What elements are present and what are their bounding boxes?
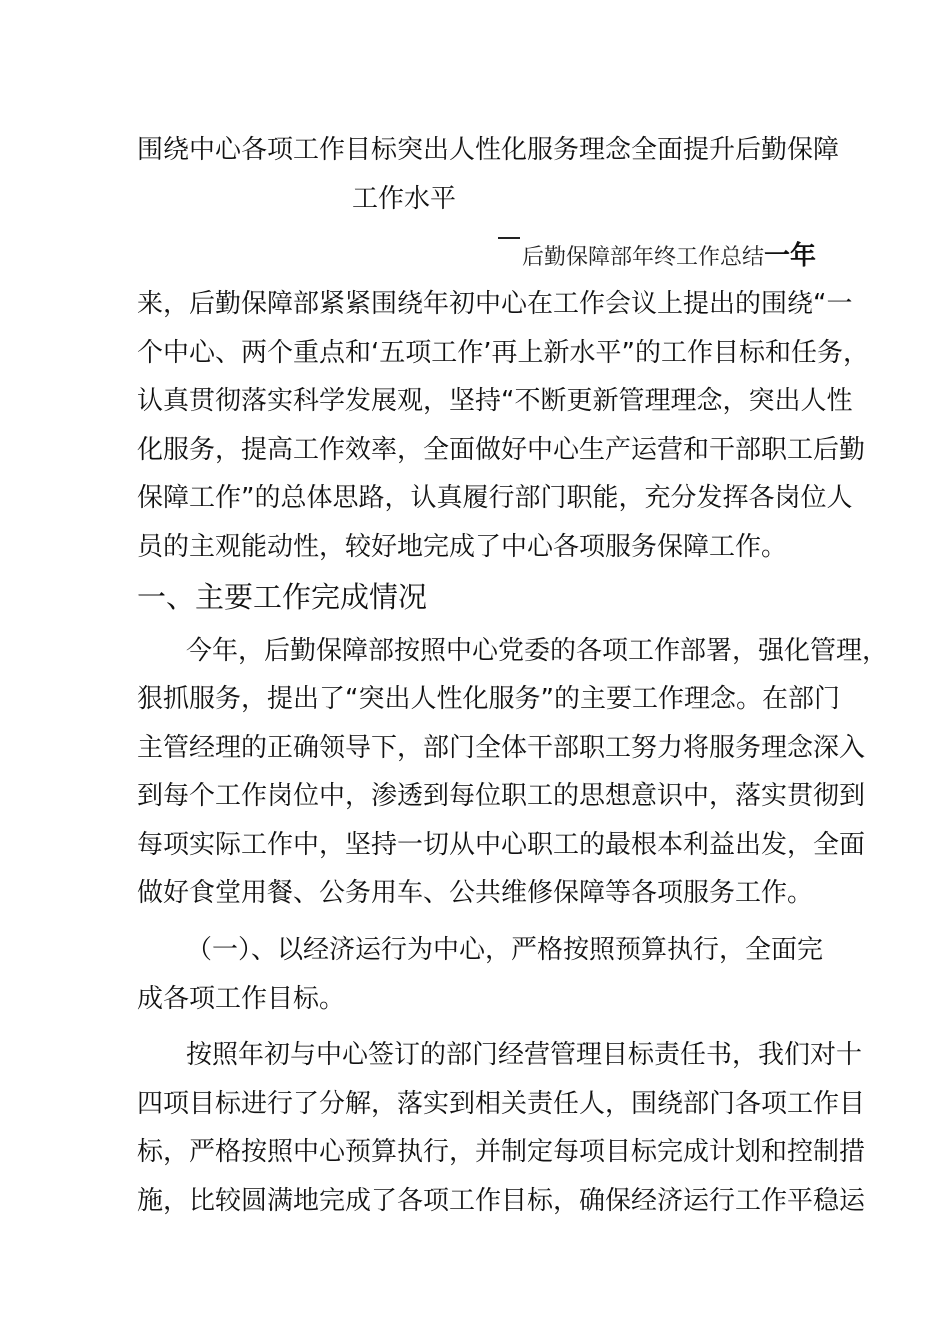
intro-line: 保障工作”的总体思路，认真履行部门职能，充分发挥各岗位人: [137, 483, 853, 513]
section1-line: 每项实际工作中，坚持一切从中心职工的最根本利益出发，全面: [137, 830, 866, 860]
subtitle-line: [522, 241, 816, 273]
section1-line: 做好食堂用餐、公务用车、公共维修保障等各项服务工作。: [137, 878, 814, 908]
subsection1-line: 四项目标进行了分解，落实到相关责任人，围绕部门各项工作目: [137, 1089, 866, 1119]
title-line-2: 工作水平: [352, 184, 457, 214]
intro-line: 认真贯彻落实科学发展观，坚持“不断更新管理理念，突出人性: [137, 386, 853, 416]
intro-line: 员的主观能动性，较好地完成了中心各项服务保障工作。: [137, 532, 788, 562]
subsection1-heading-line: （一）、以经济运行为中心，严格按照预算执行，全面完: [186, 935, 824, 965]
subsection1-heading-line: 成各项工作目标。: [137, 984, 346, 1014]
intro-line: 个中心、两个重点和‘五项工作’再上新水平”的工作目标和任务，: [137, 338, 869, 368]
subsection1-line: 施，比较圆满地完成了各项工作目标，确保经济运行工作平稳运: [137, 1186, 866, 1216]
subtitle-tail: 一年: [764, 241, 817, 271]
section1-line: 主管经理的正确领导下，部门全体干部职工努力将服务理念深入: [137, 733, 866, 763]
title-line-1: 围绕中心各项工作目标突出人性化服务理念全面提升后勤保障: [137, 135, 840, 165]
subtitle-dash: [498, 237, 520, 239]
subsection1-line: 按照年初与中心签订的部门经营管理目标责任书，我们对十: [186, 1040, 863, 1070]
subsection1-line: 标，严格按照中心预算执行，并制定每项目标完成计划和控制措: [137, 1137, 866, 1167]
section-heading-1: 一、主要工作完成情况: [137, 580, 428, 614]
section1-line: 到每个工作岗位中，渗透到每位职工的思想意识中，落实贯彻到: [137, 781, 866, 811]
section1-line: 狠抓服务，提出了“突出人性化服务”的主要工作理念。在部门: [137, 684, 840, 714]
section1-line: 今年，后勤保障部按照中心党委的各项工作部署，强化管理，: [186, 636, 889, 666]
intro-line: 化服务，提高工作效率，全面做好中心生产运营和干部职工后勤: [137, 435, 866, 465]
subtitle-text: 后勤保障部年终工作总结: [522, 245, 765, 270]
intro-line: 来，后勤保障部紧紧围绕年初中心在工作会议上提出的围绕“一: [137, 289, 853, 319]
